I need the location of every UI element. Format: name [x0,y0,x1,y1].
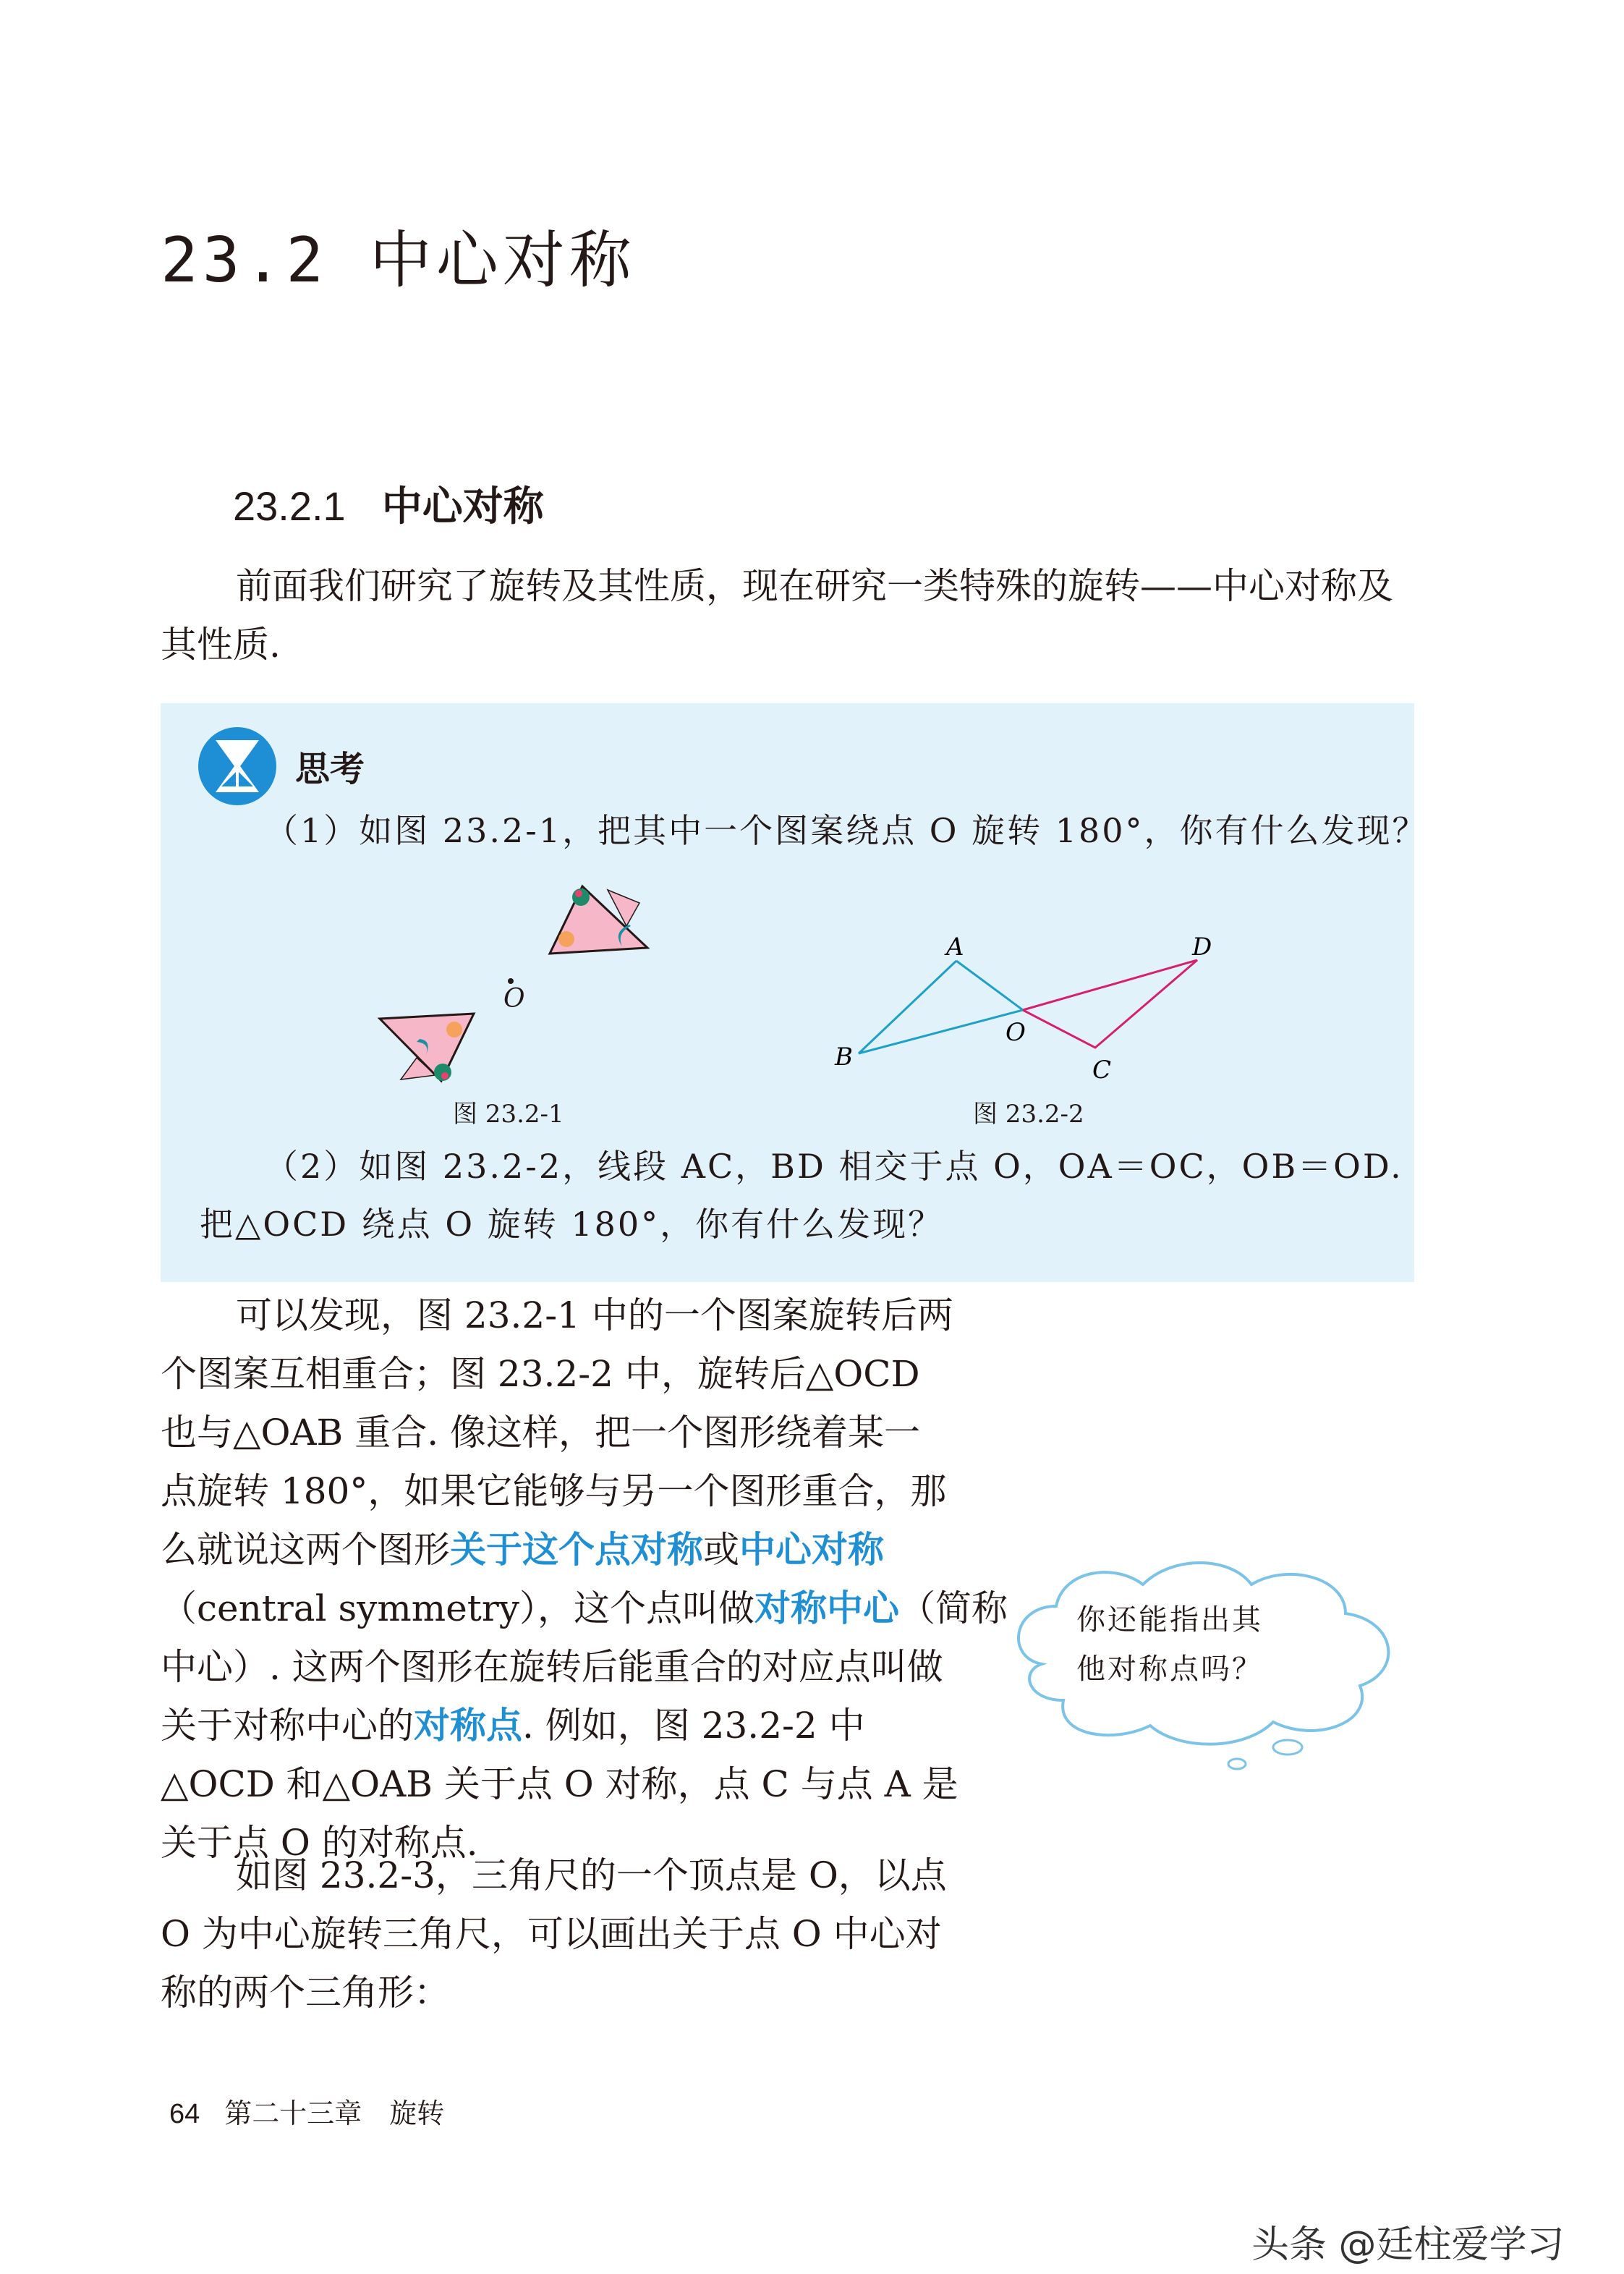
term-symmetric-about-point: 关于这个点对称 [450,1529,703,1571]
body-line: 称的两个三角形： [161,1972,450,2014]
page-number: 64 [169,2099,200,2129]
text-run: 关于对称中心的 [161,1705,414,1747]
think-question-2-line-2: 把△OCD 绕点 O 旋转 180°，你有什么发现？ [200,1205,944,1244]
text-run: 么就说这两个图形 [161,1529,450,1571]
text-run: . 例如，图 23.2-2 中 [522,1705,865,1747]
subsection-title: 中心对称 [381,483,544,530]
subsection-number: 23.2.1 [233,483,346,529]
body-line [161,1697,1008,1755]
label-o: O [1006,1018,1026,1047]
figure-caption-2: 图 23.2-2 [973,1100,1084,1129]
section-title: 23.2 中心对称 [161,224,636,297]
body-line: 如图 23.2-3，三角尺的一个顶点是 O，以点 [236,1854,947,1896]
hourglass-icon [197,726,278,807]
label-a: A [946,933,964,962]
lower-triangle-pattern [380,1014,474,1081]
triangle-oab [859,961,1023,1053]
figure-caption-1: 图 23.2-1 [453,1100,564,1129]
body-line: 中心）. 这两个图形在旋转后能重合的对应点叫做 [161,1646,943,1688]
upper-triangle-pattern [550,886,647,954]
text-run: 或 [703,1529,739,1571]
body-line: 也与△OAB 重合. 像这样，把一个图形绕着某一 [161,1412,920,1454]
body-line: O 为中心旋转三角尺，可以画出关于点 O 中心对 [161,1913,942,1955]
page-footer [169,2091,444,2131]
body-paragraph-2 [161,1846,947,2022]
body-line: 个图案互相重合；图 23.2-2 中，旋转后△OCD [161,1353,920,1395]
body-line [161,1521,1008,1579]
cloud-text [1076,1595,1263,1694]
label-b: B [835,1043,853,1072]
body-line [161,1579,1008,1638]
body-line: 关于点 O 的对称点. [161,1822,478,1864]
think-label: 思考 [295,749,365,789]
chapter-title: 第二十三章 旋转 [224,2097,445,2129]
term-symmetric-points: 对称点 [414,1705,522,1747]
text-run: （central symmetry），这个点叫做 [161,1587,755,1629]
term-central-symmetry: 中心对称 [739,1529,884,1571]
point-label-o: O [503,984,525,1014]
triangle-ocd [1023,960,1197,1048]
intro-line: 前面我们研究了旋转及其性质，现在研究一类特殊的旋转——中心对称及 [236,565,1393,607]
subsection-heading [233,475,544,533]
body-line: 可以发现，图 23.2-1 中的一个图案旋转后两 [236,1294,953,1336]
cloud-line: 他对称点吗？ [1076,1653,1263,1686]
figure-23-2-1 [362,861,723,1121]
label-d: D [1192,933,1212,962]
intro-paragraph [161,557,1393,674]
term-center-of-symmetry: 对称中心 [754,1587,900,1629]
body-line: 点旋转 180°，如果它能够与另一个图形重合，那 [161,1470,947,1512]
body-paragraph-1 [161,1286,1008,1872]
body-line: △OCD 和△OAB 关于点 O 对称，点 C 与点 A 是 [161,1763,958,1805]
figure-23-2-2 [825,926,1244,1093]
think-question-2-line-1: （2）如图 23.2-2，线段 AC，BD 相交于点 O，OA＝OC，OB＝OD. [265,1147,1403,1186]
intro-line: 其性质. [161,624,281,666]
text-run: （简称 [899,1587,1008,1629]
center-point-o [508,978,514,984]
watermark: 头条 @廷柱爱学习 [1251,2223,1565,2267]
cloud-line: 你还能指出其 [1076,1603,1263,1637]
think-question-1: （1）如图 23.2-1，把其中一个图案绕点 O 旋转 180°，你有什么发现？ [265,811,1428,850]
label-c: C [1092,1056,1112,1085]
